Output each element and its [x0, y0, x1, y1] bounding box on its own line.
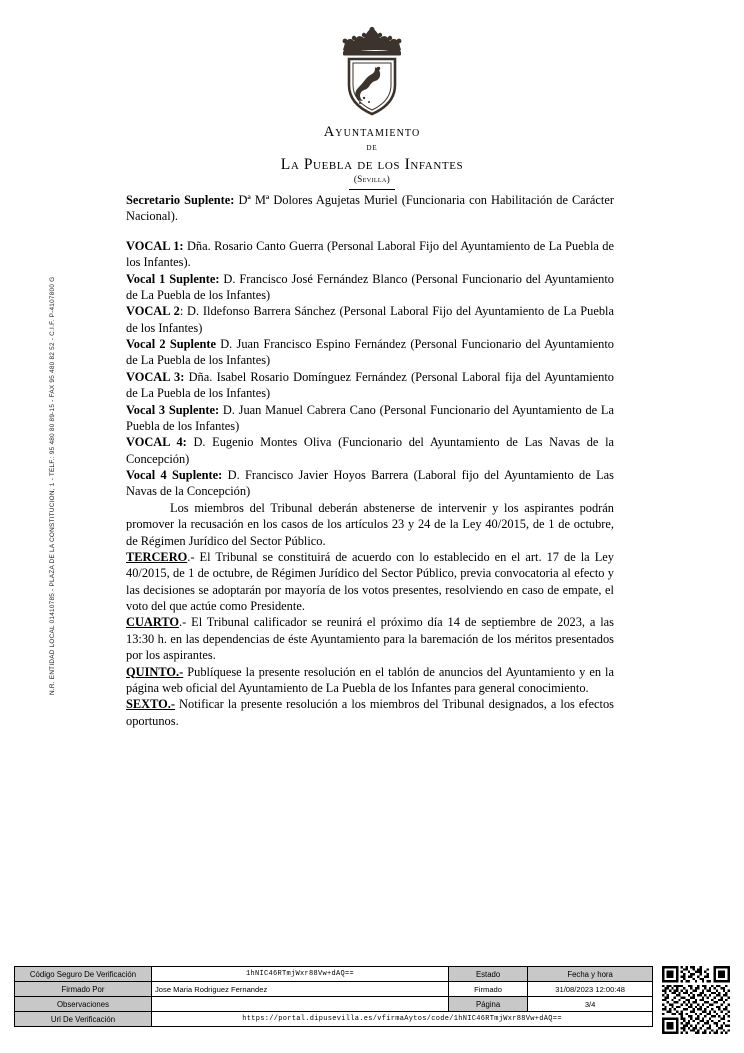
fecha-value: 31/08/2023 12:00:48: [528, 982, 653, 997]
label-vocal-4: VOCAL 4:: [126, 435, 187, 450]
csv-label: Código Seguro De Verificación: [15, 967, 152, 982]
qr-code-icon: [662, 966, 730, 1034]
label-sexto: SEXTO.-: [126, 697, 176, 712]
url-label: Url De Verificación: [15, 1012, 152, 1027]
observaciones-value: [152, 997, 449, 1012]
label-vocal-2-suplente: Vocal 2 Suplente: [126, 337, 216, 351]
paragraph-cuarto: [126, 614, 614, 663]
verification-table: [14, 966, 653, 1027]
paragraph-vocal-2-suplente: [126, 336, 614, 369]
org-name-line1: Ayuntamiento: [323, 124, 421, 140]
text-secretario-suplente: Dª Mª Dolores Agujetas Muriel (Funcionaria con Habilitación de Carácter Nacional).: [126, 193, 614, 224]
paragraph-vocal-3: [126, 369, 614, 402]
text-vocal-2-suplente: D. Juan Francisco Espino Fernández (Personal Funcionario del Ayuntamiento de La Puebla de los Infantes): [126, 337, 614, 368]
header-divider: [349, 189, 395, 190]
table-row: [15, 997, 653, 1012]
text-vocal-3-suplente: D. Juan Manuel Cabrera Cano (Personal Funcionario del Ayuntamiento de La Puebla de los Infantes): [126, 402, 614, 433]
paragraph-vocal-4: [126, 434, 614, 467]
pagina-label: Página: [449, 997, 528, 1012]
table-row: [15, 982, 653, 997]
table-row: [15, 967, 653, 982]
table-row: [15, 1012, 653, 1027]
org-name-line2: La Puebla de los Infantes: [280, 155, 464, 173]
paragraph-vocal-1: [126, 238, 614, 271]
paragraph-vocal-2: [126, 303, 614, 336]
text-vocal-2: : D. Ildefonso Barrera Sánchez (Personal Laboral Fijo del Ayuntamiento de La Puebla de los Infantes): [126, 304, 615, 335]
label-vocal-3-suplente: Vocal 3 Suplente:: [126, 402, 220, 417]
paragraph-vocal-4-suplente: [126, 467, 614, 500]
label-vocal-4-suplente: Vocal 4 Suplente:: [126, 468, 223, 482]
paragraph-sexto: [126, 696, 614, 729]
label-tercero: TERCERO: [126, 549, 188, 564]
text-vocal-4: D. Eugenio Montes Oliva (Funcionario del Ayuntamiento de Las Navas de la Concepción): [126, 435, 615, 466]
csv-value: 1hNIC46RTmjWxr88Vw+dAQ==: [152, 967, 449, 982]
firmado-por-label: Firmado Por: [15, 982, 152, 997]
paragraph-abstencion: Los miembros del Tribunal deberán abstenerse de intervenir y los aspirantes podrán promover la recusación en los casos de los artículos 23 y 24 de la Ley 40/2015, de 1 de octubre, de Régimen Jurídico del Sector Público.: [126, 500, 614, 548]
text-tercero: .- El Tribunal se constituirá de acuerdo con lo establecido en el art. 17 de la Ley 40/2015, de 1 de octubre, de Régimen Jurídico del Sector Público, previa convocatoria al efecto y las decisiones se adoptarán por mayoría de los votos presentes, resolviendo en caso de empate, el voto del que actúe como Presidente.: [126, 549, 614, 613]
label-secretario-suplente: Secretario Suplente:: [126, 193, 235, 207]
verification-footer: [14, 966, 730, 1034]
org-province: (Sevilla): [353, 174, 391, 185]
registry-margin-note: N.R. ENTIDAD LOCAL 01410785 - PLAZA DE LA CONSTITUCION, 1 - TELF.: 95 480 80 89-15 - FAX 95 480 82 52 - C.I.F. P-4107800 G: [49, 276, 56, 695]
pagina-value: 3/4: [528, 997, 653, 1012]
text-vocal-1: Dña. Rosario Canto Guerra (Personal Laboral Fijo del Ayuntamiento de La Puebla de los Infantes).: [126, 238, 614, 270]
fecha-label: Fecha y hora: [528, 967, 653, 982]
spacer: [126, 225, 614, 238]
observaciones-label: Observaciones: [15, 997, 152, 1012]
coat-of-arms-icon: [333, 26, 411, 118]
label-vocal-1-suplente: Vocal 1 Suplente:: [126, 271, 220, 286]
paragraph-secretario-suplente: [126, 192, 614, 225]
text-vocal-1-suplente: D. Francisco José Fernández Blanco (Personal Funcionario del Ayuntamiento de La Puebla de los Infantes): [126, 271, 614, 302]
org-name-de: de: [366, 142, 378, 153]
text-cuarto: .- El Tribunal calificador se reunirá el próximo día 14 de septiembre de 2023, a las 13:30 h. en las dependencias de éste Ayuntamiento para la baremación de los méritos presentados por los aspirantes.: [126, 615, 614, 663]
label-vocal-3: VOCAL 3:: [126, 369, 185, 384]
firmado-por-value: Jose Maria Rodriguez Fernandez: [152, 982, 449, 997]
text-vocal-3: Dña. Isabel Rosario Domínguez Fernández (Personal Laboral fija del Ayuntamiento de La Puebla de los Infantes): [126, 369, 614, 401]
paragraph-vocal-1-suplente: [126, 271, 614, 304]
estado-label: Estado: [449, 967, 528, 982]
estado-value: Firmado: [449, 982, 528, 997]
text-vocal-4-suplente: D. Francisco Javier Hoyos Barrera (Laboral fijo del Ayuntamiento de Las Navas de la Concepción): [126, 468, 614, 499]
label-cuarto: CUARTO: [126, 615, 180, 630]
paragraph-tercero: [126, 549, 614, 615]
url-value[interactable]: https://portal.dipusevilla.es/vfirmaAytos/code/1hNIC46RTmjWxr88Vw+dAQ==: [152, 1012, 653, 1027]
paragraph-quinto: [126, 664, 614, 697]
text-quinto: Publíquese la presente resolución en el tablón de anuncios del Ayuntamiento y en la página web oficial del Ayuntamiento de La Puebla de los Infantes para general conocimiento.: [126, 664, 614, 695]
label-quinto: QUINTO.-: [126, 664, 184, 679]
label-vocal-2: VOCAL 2: [126, 304, 180, 319]
label-vocal-1: VOCAL 1:: [126, 238, 184, 253]
text-sexto: Notificar la presente resolución a los miembros del Tribunal designados, a los efectos oportunos.: [126, 697, 614, 728]
paragraph-vocal-3-suplente: [126, 402, 614, 435]
document-body: [126, 192, 614, 729]
document-header: [0, 0, 744, 190]
